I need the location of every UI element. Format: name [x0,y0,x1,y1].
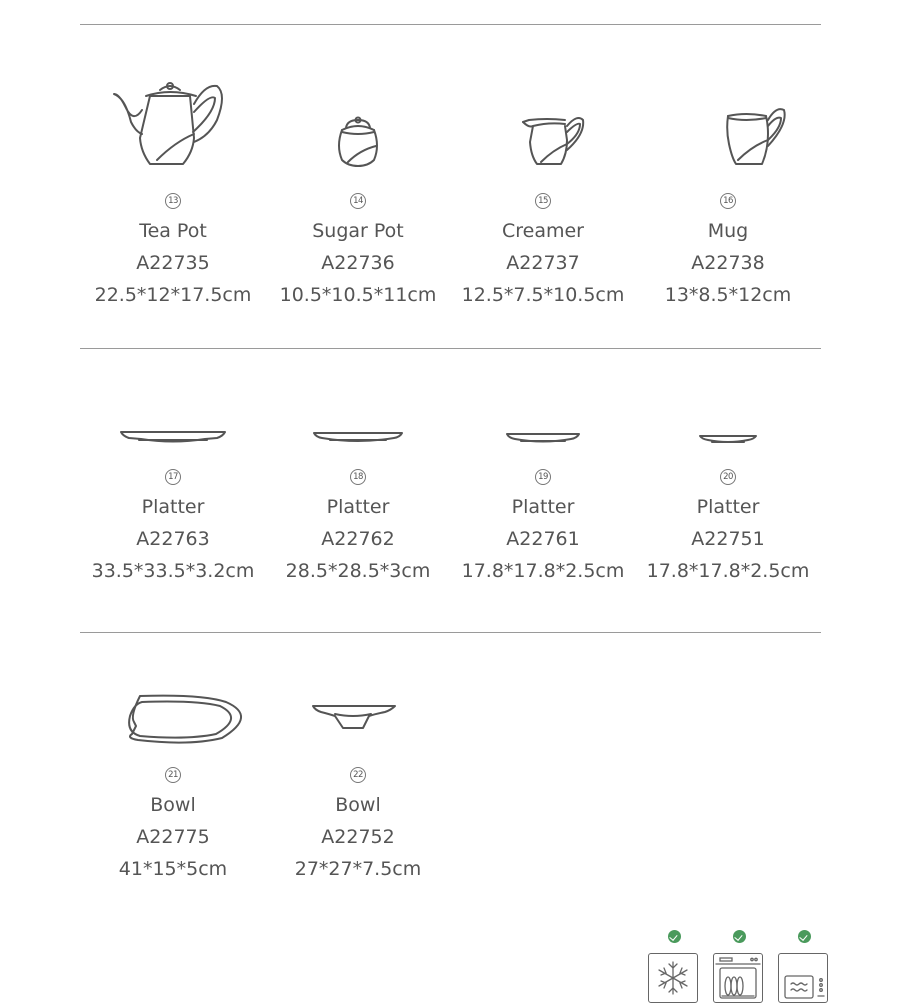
item-number: 21 [165,767,181,783]
product-item [453,80,633,311]
teapot-icon [113,80,233,168]
creamer-icon [483,80,603,168]
item-number: 18 [350,469,366,485]
product-item [268,428,448,587]
item-name: Bowl [150,794,196,816]
item-name: Platter [141,496,205,518]
item-number: 19 [535,469,551,485]
item-code: A22737 [506,252,580,274]
item-code: A22751 [691,528,765,550]
item-name: Mug [707,220,749,242]
platter-icon [668,428,788,446]
rim-bowl-icon [293,692,423,744]
item-code: A22762 [321,528,395,550]
section-divider [80,24,821,25]
product-item [83,428,263,587]
item-size: 17.8*17.8*2.5cm [461,560,625,582]
freezer-safe-icon [648,953,698,1003]
item-code: A22763 [136,528,210,550]
item-name: Creamer [501,220,584,242]
check-icon [798,930,811,943]
sugar-pot-icon [298,80,418,168]
product-item [268,692,448,885]
item-code: A22735 [136,252,210,274]
item-name: Bowl [335,794,381,816]
product-item [268,80,448,311]
item-number: 22 [350,767,366,783]
item-size: 12.5*7.5*10.5cm [461,284,625,306]
item-size: 27*27*7.5cm [294,858,422,880]
product-item [638,428,818,587]
item-code: A22738 [691,252,765,274]
product-item [83,80,263,311]
check-icon [733,930,746,943]
check-icon [668,930,681,943]
mug-icon [668,80,788,168]
item-size: 33.5*33.5*3.2cm [91,560,255,582]
item-name: Tea Pot [139,220,207,242]
care-symbol-microwave [778,930,830,1003]
item-size: 41*15*5cm [118,858,228,880]
item-number: 13 [165,193,181,209]
item-size: 28.5*28.5*3cm [285,560,431,582]
item-number: 14 [350,193,366,209]
item-code: A22736 [321,252,395,274]
product-item [453,428,633,587]
dishwasher-safe-icon [713,953,763,1003]
care-symbol-freezer [648,930,700,1003]
platter-icon [483,428,603,446]
item-name: Platter [326,496,390,518]
item-size: 10.5*10.5*11cm [279,284,437,306]
platter-icon [113,428,233,446]
item-number: 15 [535,193,551,209]
section-divider [80,632,821,633]
platter-icon [298,428,418,446]
item-name: Platter [511,496,575,518]
item-size: 17.8*17.8*2.5cm [646,560,810,582]
item-size: 22.5*12*17.5cm [94,284,252,306]
item-code: A22761 [506,528,580,550]
item-code: A22752 [321,826,395,848]
item-number: 20 [720,469,736,485]
item-size: 13*8.5*12cm [664,284,792,306]
item-name: Platter [696,496,760,518]
microwave-safe-icon [778,953,828,1003]
item-name: Sugar Pot [312,220,404,242]
product-item [83,692,263,885]
product-item [638,80,818,311]
oval-bowl-icon [108,692,238,744]
item-number: 17 [165,469,181,485]
care-symbol-dishwasher [713,930,765,1003]
section-divider [80,348,821,349]
item-number: 16 [720,193,736,209]
item-code: A22775 [136,826,210,848]
